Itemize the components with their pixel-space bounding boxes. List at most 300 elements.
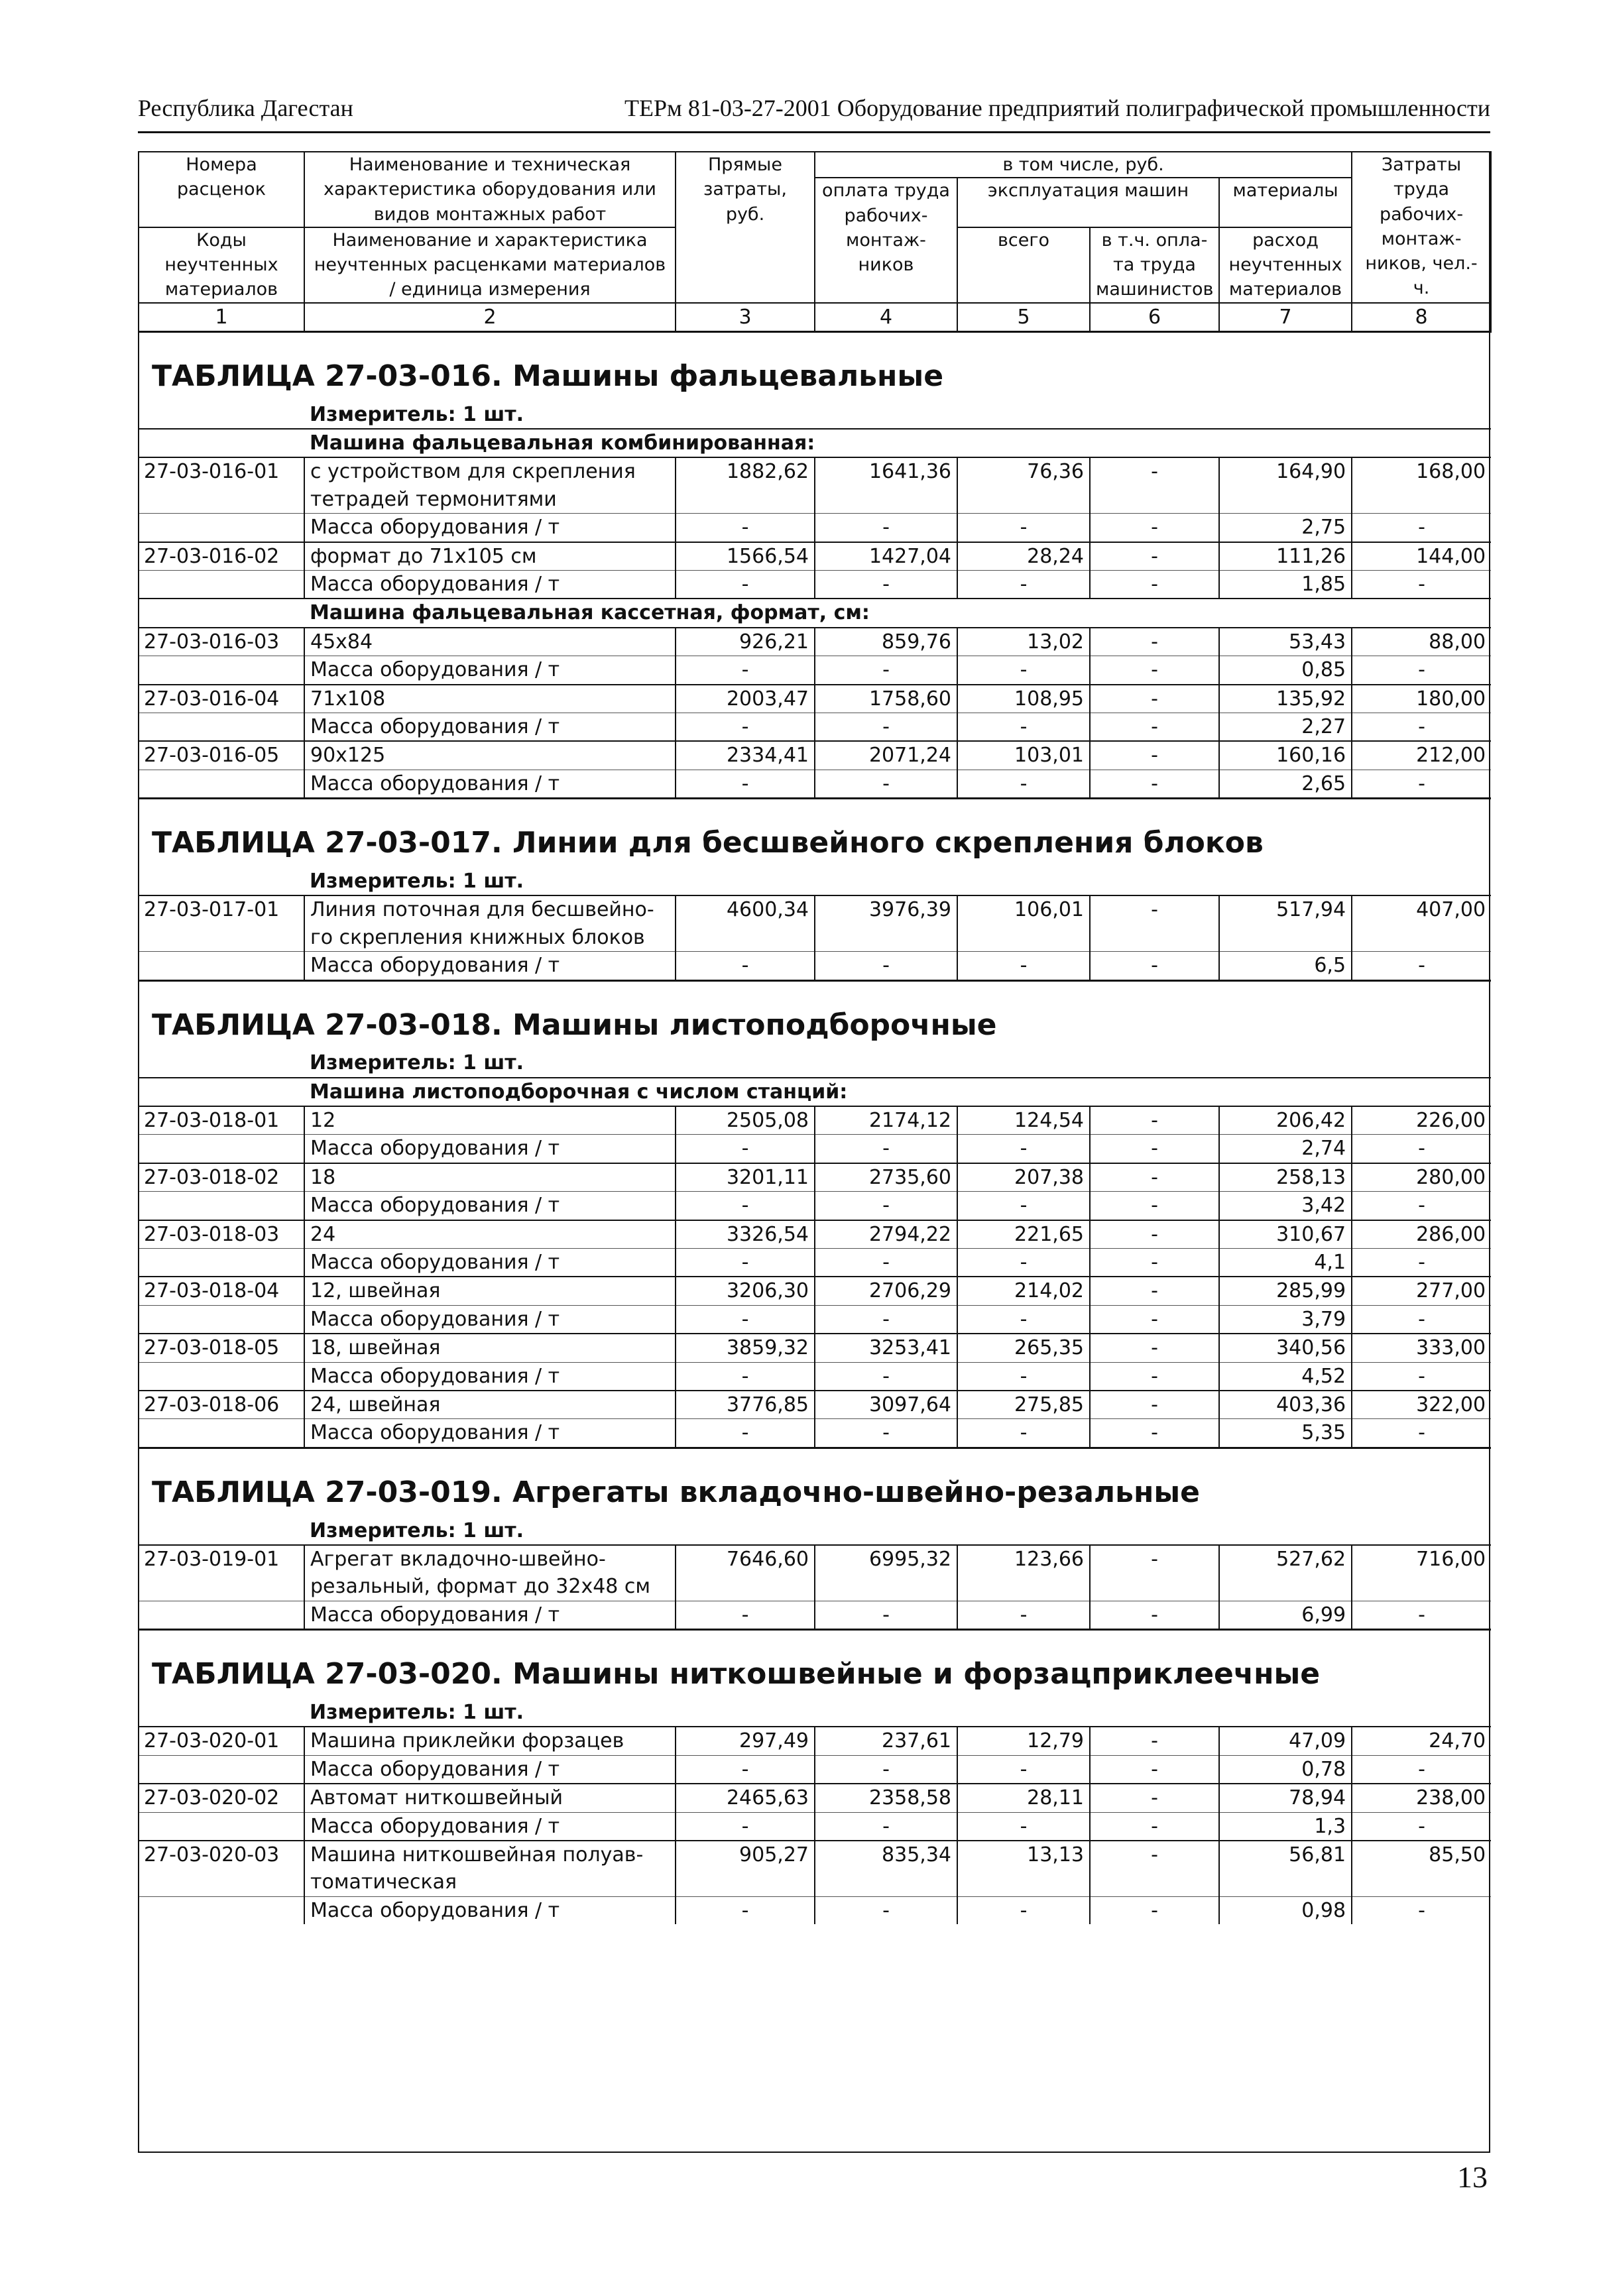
- group-spacer: [139, 599, 304, 627]
- labor-pay-empty: -: [815, 713, 957, 741]
- table-row: [139, 1545, 1491, 1601]
- measure-spacer: [139, 401, 304, 429]
- mass-row: [139, 770, 1491, 798]
- labor-hours-empty: -: [1352, 1305, 1491, 1334]
- machine-total: 123,66: [957, 1545, 1090, 1601]
- measure-row: [139, 401, 1491, 429]
- labor-hours-empty: -: [1352, 1135, 1491, 1163]
- rate-name: 12, швейная: [304, 1277, 676, 1305]
- labor-hours: 286,00: [1352, 1220, 1491, 1249]
- mass-label: Масса оборудования / т: [304, 656, 676, 685]
- labor-pay-empty: -: [815, 656, 957, 685]
- mass-row: [139, 1192, 1491, 1220]
- table-row: [139, 1334, 1491, 1362]
- direct-cost: 1566,54: [676, 542, 815, 571]
- page-number: 13: [1457, 2160, 1488, 2194]
- labor-hours-empty: -: [1352, 571, 1491, 599]
- labor-hours-empty: -: [1352, 713, 1491, 741]
- rate-name: формат до 71х105 см: [304, 542, 676, 571]
- machine-total-empty: -: [957, 1362, 1090, 1391]
- table-row: [139, 895, 1491, 951]
- direct-cost: 297,49: [676, 1727, 815, 1755]
- rate-name: 71х108: [304, 685, 676, 713]
- table-row: [139, 1277, 1491, 1305]
- measure-spacer: [139, 868, 304, 895]
- col-header-materials: материалы: [1219, 178, 1352, 227]
- table-row: [139, 1784, 1491, 1812]
- machine-total: 76,36: [957, 457, 1090, 513]
- machine-total: 207,38: [957, 1163, 1090, 1192]
- direct-cost: 4600,34: [676, 895, 815, 951]
- machine-total-empty: -: [957, 1812, 1090, 1841]
- measure-row: [139, 1699, 1491, 1727]
- table-row: [139, 542, 1491, 571]
- operator-pay-empty: -: [1090, 514, 1219, 542]
- equipment-mass: 2,74: [1219, 1135, 1352, 1163]
- col-number: 1: [139, 303, 304, 332]
- rate-code: 27-03-016-05: [139, 741, 304, 770]
- operator-pay: -: [1090, 628, 1219, 656]
- operator-pay-empty: -: [1090, 1419, 1219, 1448]
- operator-pay-empty: -: [1090, 952, 1219, 980]
- direct-cost-empty: -: [676, 713, 815, 741]
- section-title: ТАБЛИЦА 27-03-020. Машины ниткошвейные и форзацприклеечные: [139, 1630, 1491, 1699]
- mass-code-empty: [139, 1419, 304, 1448]
- machine-total-empty: -: [957, 1896, 1090, 1924]
- table-head: [139, 152, 1491, 331]
- labor-hours: 333,00: [1352, 1334, 1491, 1362]
- machine-total-empty: -: [957, 770, 1090, 798]
- labor-pay: 2735,60: [815, 1163, 957, 1192]
- section-title-row: [139, 799, 1491, 868]
- equipment-mass: 3,42: [1219, 1192, 1352, 1220]
- table-row: [139, 1163, 1491, 1192]
- mass-code-empty: [139, 1135, 304, 1163]
- col-number: 3: [676, 303, 815, 332]
- labor-pay: 6995,32: [815, 1545, 957, 1601]
- operator-pay-empty: -: [1090, 656, 1219, 685]
- machine-total-empty: -: [957, 1305, 1090, 1334]
- mass-label: Масса оборудования / т: [304, 952, 676, 980]
- rate-name: 45х84: [304, 628, 676, 656]
- labor-pay: 3253,41: [815, 1334, 957, 1362]
- labor-pay-empty: -: [815, 1362, 957, 1391]
- rate-name: 18, швейная: [304, 1334, 676, 1362]
- labor-hours-empty: -: [1352, 514, 1491, 542]
- machine-total: 265,35: [957, 1334, 1090, 1362]
- operator-pay-empty: -: [1090, 713, 1219, 741]
- direct-cost-empty: -: [676, 770, 815, 798]
- direct-cost: 7646,60: [676, 1545, 815, 1601]
- col-number: 8: [1352, 303, 1491, 332]
- labor-hours: 24,70: [1352, 1727, 1491, 1755]
- group-spacer: [139, 1078, 304, 1106]
- operator-pay: -: [1090, 1106, 1219, 1135]
- machine-total: 28,11: [957, 1784, 1090, 1812]
- rate-code: 27-03-018-04: [139, 1277, 304, 1305]
- direct-cost-empty: -: [676, 1305, 815, 1334]
- materials: 310,67: [1219, 1220, 1352, 1249]
- direct-cost-empty: -: [676, 1812, 815, 1841]
- labor-hours-empty: -: [1352, 770, 1491, 798]
- labor-pay: 2794,22: [815, 1220, 957, 1249]
- group-title: Машина листоподборочная с числом станций:: [304, 1078, 1491, 1106]
- mass-label: Масса оборудования / т: [304, 514, 676, 542]
- direct-cost: 926,21: [676, 628, 815, 656]
- direct-cost: 1882,62: [676, 457, 815, 513]
- labor-hours: 407,00: [1352, 895, 1491, 951]
- rate-code: 27-03-016-02: [139, 542, 304, 571]
- mass-row: [139, 713, 1491, 741]
- materials: 340,56: [1219, 1334, 1352, 1362]
- direct-cost: 3326,54: [676, 1220, 815, 1249]
- operator-pay: -: [1090, 457, 1219, 513]
- mass-label: Масса оборудования / т: [304, 571, 676, 599]
- direct-cost-empty: -: [676, 1362, 815, 1391]
- rate-code: 27-03-018-02: [139, 1163, 304, 1192]
- materials: 285,99: [1219, 1277, 1352, 1305]
- mass-code-empty: [139, 952, 304, 980]
- labor-pay-empty: -: [815, 1135, 957, 1163]
- direct-cost-empty: -: [676, 571, 815, 599]
- machine-total: 13,13: [957, 1841, 1090, 1896]
- labor-hours: 144,00: [1352, 542, 1491, 571]
- machine-total: 12,79: [957, 1727, 1090, 1755]
- machine-total: 108,95: [957, 685, 1090, 713]
- direct-cost: 905,27: [676, 1841, 815, 1896]
- direct-cost: 3206,30: [676, 1277, 815, 1305]
- rate-name: 12: [304, 1106, 676, 1135]
- labor-hours-empty: -: [1352, 1755, 1491, 1784]
- measure-label: Измеритель: 1 шт.: [310, 402, 524, 426]
- col-header-material-codes: Коды неучтенных материалов: [139, 227, 304, 303]
- direct-cost-empty: -: [676, 1135, 815, 1163]
- materials: 527,62: [1219, 1545, 1352, 1601]
- labor-pay: 2706,29: [815, 1277, 957, 1305]
- labor-pay: 835,34: [815, 1841, 957, 1896]
- rate-code: 27-03-020-01: [139, 1727, 304, 1755]
- labor-hours: 180,00: [1352, 685, 1491, 713]
- measure-spacer: [139, 1049, 304, 1077]
- table-row: [139, 457, 1491, 513]
- operator-pay: -: [1090, 1545, 1219, 1601]
- operator-pay-empty: -: [1090, 1192, 1219, 1220]
- labor-hours: 85,50: [1352, 1841, 1491, 1896]
- labor-pay: 859,76: [815, 628, 957, 656]
- mass-label: Масса оборудования / т: [304, 713, 676, 741]
- rate-code: 27-03-017-01: [139, 895, 304, 951]
- materials: 164,90: [1219, 457, 1352, 513]
- operator-pay-empty: -: [1090, 1812, 1219, 1841]
- header-rule: [138, 131, 1490, 133]
- group-title: Машина фальцевальная комбинированная:: [304, 429, 1491, 457]
- labor-pay-empty: -: [815, 1812, 957, 1841]
- rate-code: 27-03-020-03: [139, 1841, 304, 1896]
- labor-pay: 2174,12: [815, 1106, 957, 1135]
- table-row: [139, 1841, 1491, 1896]
- labor-pay-empty: -: [815, 514, 957, 542]
- col-header-material-use: расход неучтенных материалов: [1219, 227, 1352, 303]
- labor-pay-empty: -: [815, 1305, 957, 1334]
- measure-label: Измеритель: 1 шт.: [310, 869, 524, 893]
- mass-row: [139, 571, 1491, 599]
- equipment-mass: 4,52: [1219, 1362, 1352, 1391]
- mass-code-empty: [139, 571, 304, 599]
- direct-cost-empty: -: [676, 514, 815, 542]
- operator-pay: -: [1090, 741, 1219, 770]
- col-number: 5: [957, 303, 1090, 332]
- mass-code-empty: [139, 1601, 304, 1629]
- rate-name: Машина приклейки форзацев: [304, 1727, 676, 1755]
- materials: 258,13: [1219, 1163, 1352, 1192]
- labor-pay-empty: -: [815, 770, 957, 798]
- table-row: [139, 1220, 1491, 1249]
- equipment-mass: 2,27: [1219, 713, 1352, 741]
- mass-row: [139, 656, 1491, 685]
- operator-pay: -: [1090, 685, 1219, 713]
- col-header-codes: Номера расценок: [139, 152, 304, 227]
- materials: 111,26: [1219, 542, 1352, 571]
- labor-pay-empty: -: [815, 571, 957, 599]
- rate-name: Автомат ниткошвейный: [304, 1784, 676, 1812]
- machine-total: 103,01: [957, 741, 1090, 770]
- direct-cost: 3201,11: [676, 1163, 815, 1192]
- equipment-mass: 6,5: [1219, 952, 1352, 980]
- labor-hours-empty: -: [1352, 1419, 1491, 1448]
- measure-spacer: [139, 1517, 304, 1545]
- equipment-mass: 4,1: [1219, 1249, 1352, 1277]
- direct-cost: 2465,63: [676, 1784, 815, 1812]
- col-number: 7: [1219, 303, 1352, 332]
- equipment-mass: 1,85: [1219, 571, 1352, 599]
- mass-row: [139, 1249, 1491, 1277]
- labor-hours-empty: -: [1352, 1812, 1491, 1841]
- operator-pay-empty: -: [1090, 1601, 1219, 1629]
- col-header-machines: эксплуатация машин: [957, 178, 1219, 227]
- mass-row: [139, 514, 1491, 542]
- direct-cost: 2334,41: [676, 741, 815, 770]
- machine-total: 275,85: [957, 1391, 1090, 1419]
- col-header-labor: Затраты труда рабочих-монтаж-ников, чел.-ч.: [1352, 152, 1491, 303]
- labor-pay: 2071,24: [815, 741, 957, 770]
- rate-code: 27-03-016-03: [139, 628, 304, 656]
- mass-label: Масса оборудования / т: [304, 1755, 676, 1784]
- materials: 135,92: [1219, 685, 1352, 713]
- mass-row: [139, 1755, 1491, 1784]
- operator-pay: -: [1090, 1784, 1219, 1812]
- direct-cost: 3776,85: [676, 1391, 815, 1419]
- machine-total: 214,02: [957, 1277, 1090, 1305]
- equipment-mass: 5,35: [1219, 1419, 1352, 1448]
- machine-total: 28,24: [957, 542, 1090, 571]
- labor-hours: 226,00: [1352, 1106, 1491, 1135]
- materials: 56,81: [1219, 1841, 1352, 1896]
- operator-pay-empty: -: [1090, 571, 1219, 599]
- materials: 78,94: [1219, 1784, 1352, 1812]
- rate-code: 27-03-020-02: [139, 1784, 304, 1812]
- labor-hours: 322,00: [1352, 1391, 1491, 1419]
- mass-row: [139, 1812, 1491, 1841]
- machine-total-empty: -: [957, 713, 1090, 741]
- labor-pay-empty: -: [815, 1755, 957, 1784]
- operator-pay-empty: -: [1090, 1305, 1219, 1334]
- group-title-row: [139, 1078, 1491, 1106]
- group-title: Машина фальцевальная кассетная, формат, см:: [304, 599, 1491, 627]
- table-row: [139, 1391, 1491, 1419]
- direct-cost: 3859,32: [676, 1334, 815, 1362]
- table-row: [139, 685, 1491, 713]
- rate-name: 24: [304, 1220, 676, 1249]
- operator-pay-empty: -: [1090, 1362, 1219, 1391]
- labor-hours-empty: -: [1352, 952, 1491, 980]
- labor-pay-empty: -: [815, 1896, 957, 1924]
- rate-name: с устройством для скрепления тетрадей термонитями: [304, 457, 676, 513]
- rate-name: Агрегат вкладочно-швейно-резальный, формат до 32х48 см: [304, 1545, 676, 1601]
- mass-row: [139, 1601, 1491, 1629]
- mass-code-empty: [139, 1362, 304, 1391]
- mass-row: [139, 1135, 1491, 1163]
- equipment-mass: 2,65: [1219, 770, 1352, 798]
- mass-code-empty: [139, 1249, 304, 1277]
- direct-cost-empty: -: [676, 656, 815, 685]
- labor-hours: 238,00: [1352, 1784, 1491, 1812]
- operator-pay: -: [1090, 1163, 1219, 1192]
- machine-total-empty: -: [957, 1755, 1090, 1784]
- labor-pay: 3097,64: [815, 1391, 957, 1419]
- col-header-total: всего: [957, 227, 1090, 303]
- labor-hours: 280,00: [1352, 1163, 1491, 1192]
- rate-name: 90х125: [304, 741, 676, 770]
- operator-pay: -: [1090, 1334, 1219, 1362]
- labor-hours-empty: -: [1352, 1896, 1491, 1924]
- measure-label: Измеритель: 1 шт.: [310, 1519, 524, 1542]
- labor-hours: 716,00: [1352, 1545, 1491, 1601]
- materials: 53,43: [1219, 628, 1352, 656]
- header-document-title: ТЕРм 81-03-27-2001 Оборудование предприятий полиграфической промышленности: [624, 95, 1490, 121]
- mass-row: [139, 1362, 1491, 1391]
- equipment-mass: 6,99: [1219, 1601, 1352, 1629]
- table-row: [139, 1727, 1491, 1755]
- section-title-row: [139, 980, 1491, 1049]
- labor-hours-empty: -: [1352, 1249, 1491, 1277]
- machine-total: 13,02: [957, 628, 1090, 656]
- labor-hours: 88,00: [1352, 628, 1491, 656]
- labor-hours: 168,00: [1352, 457, 1491, 513]
- labor-pay-empty: -: [815, 1249, 957, 1277]
- group-spacer: [139, 429, 304, 457]
- rate-name: Линия поточная для бесшвейно-го скрепления книжных блоков: [304, 895, 676, 951]
- equipment-mass: 3,79: [1219, 1305, 1352, 1334]
- rate-code: 27-03-018-05: [139, 1334, 304, 1362]
- materials: 47,09: [1219, 1727, 1352, 1755]
- direct-cost-empty: -: [676, 1601, 815, 1629]
- table-row: [139, 741, 1491, 770]
- machine-total-empty: -: [957, 514, 1090, 542]
- direct-cost: 2003,47: [676, 685, 815, 713]
- equipment-mass: 2,75: [1219, 514, 1352, 542]
- measure-label: Измеритель: 1 шт.: [310, 1051, 524, 1075]
- direct-cost-empty: -: [676, 1755, 815, 1784]
- section-title-row: [139, 1448, 1491, 1517]
- machine-total-empty: -: [957, 656, 1090, 685]
- col-header-material-names: Наименование и характеристика неучтенных расценками материалов / единица измерения: [304, 227, 676, 303]
- rate-code: 27-03-018-06: [139, 1391, 304, 1419]
- labor-pay-empty: -: [815, 952, 957, 980]
- machine-total-empty: -: [957, 1419, 1090, 1448]
- machine-total-empty: -: [957, 1192, 1090, 1220]
- rate-name: 18: [304, 1163, 676, 1192]
- col-header-direct: Прямые затраты, руб.: [676, 152, 815, 303]
- operator-pay: -: [1090, 1391, 1219, 1419]
- rate-name: 24, швейная: [304, 1391, 676, 1419]
- mass-code-empty: [139, 1755, 304, 1784]
- measure-row: [139, 868, 1491, 895]
- mass-label: Масса оборудования / т: [304, 1896, 676, 1924]
- mass-label: Масса оборудования / т: [304, 1135, 676, 1163]
- machine-total: 221,65: [957, 1220, 1090, 1249]
- mass-code-empty: [139, 514, 304, 542]
- mass-label: Масса оборудования / т: [304, 1249, 676, 1277]
- labor-pay-empty: -: [815, 1601, 957, 1629]
- mass-label: Масса оборудования / т: [304, 1812, 676, 1841]
- measure-row: [139, 1049, 1491, 1077]
- equipment-mass: 0,85: [1219, 656, 1352, 685]
- table-row: [139, 1106, 1491, 1135]
- mass-code-empty: [139, 1305, 304, 1334]
- operator-pay: -: [1090, 542, 1219, 571]
- section-title: ТАБЛИЦА 27-03-018. Машины листоподборочные: [139, 980, 1491, 1049]
- equipment-mass: 1,3: [1219, 1812, 1352, 1841]
- operator-pay-empty: -: [1090, 1896, 1219, 1924]
- section-title: ТАБЛИЦА 27-03-016. Машины фальцевальные: [139, 331, 1491, 400]
- direct-cost: 2505,08: [676, 1106, 815, 1135]
- direct-cost-empty: -: [676, 952, 815, 980]
- labor-hours-empty: -: [1352, 1601, 1491, 1629]
- section-title-row: [139, 1630, 1491, 1699]
- col-header-operator-pay: в т.ч. опла-та труда машинистов: [1090, 227, 1219, 303]
- rate-name: Машина ниткошвейная полуав-томатическая: [304, 1841, 676, 1896]
- labor-pay: 1641,36: [815, 457, 957, 513]
- col-number: 4: [815, 303, 957, 332]
- section-title: ТАБЛИЦА 27-03-017. Линии для бесшвейного скрепления блоков: [139, 799, 1491, 868]
- group-title-row: [139, 599, 1491, 627]
- mass-row: [139, 952, 1491, 980]
- machine-total-empty: -: [957, 952, 1090, 980]
- rate-code: 27-03-016-04: [139, 685, 304, 713]
- mass-code-empty: [139, 1192, 304, 1220]
- table-row: [139, 628, 1491, 656]
- labor-pay: 1758,60: [815, 685, 957, 713]
- measure-row: [139, 1517, 1491, 1545]
- direct-cost-empty: -: [676, 1419, 815, 1448]
- table-body: [139, 331, 1491, 1924]
- operator-pay-empty: -: [1090, 1135, 1219, 1163]
- operator-pay: -: [1090, 1841, 1219, 1896]
- labor-pay: 2358,58: [815, 1784, 957, 1812]
- materials: 403,36: [1219, 1391, 1352, 1419]
- materials: 160,16: [1219, 741, 1352, 770]
- direct-cost-empty: -: [676, 1249, 815, 1277]
- operator-pay-empty: -: [1090, 770, 1219, 798]
- rate-code: 27-03-018-01: [139, 1106, 304, 1135]
- mass-code-empty: [139, 1812, 304, 1841]
- price-table: [138, 151, 1492, 1924]
- labor-pay-empty: -: [815, 1419, 957, 1448]
- rate-code: 27-03-018-03: [139, 1220, 304, 1249]
- mass-label: Масса оборудования / т: [304, 1601, 676, 1629]
- operator-pay: -: [1090, 1220, 1219, 1249]
- labor-pay: 3976,39: [815, 895, 957, 951]
